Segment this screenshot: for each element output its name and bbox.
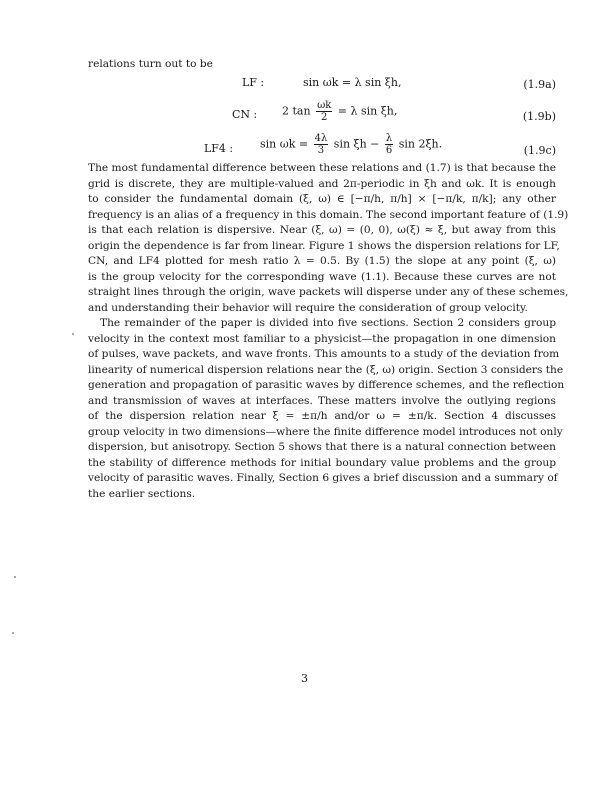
text-line: and understanding their behavior will require the consideration of group velocity.: [88, 301, 528, 314]
numerator: λ: [385, 133, 393, 144]
eq-body: [282, 100, 397, 123]
text-line: grid is discrete, they are multiple-valued and 2π-periodic in ξh and ωk. It is enough: [88, 177, 556, 190]
eq-body: [260, 133, 442, 156]
text-line: The most fundamental difference between these relations and (1.7) is that because the: [88, 162, 556, 174]
fraction: [316, 100, 332, 123]
text-line: of pulses, wave packets, and wave fronts. This amounts to a study of the deviation from: [88, 348, 560, 360]
text-line: is the group velocity for the corresponding wave (1.1). Because these curves are not: [88, 270, 556, 283]
fraction-1: [314, 133, 329, 156]
text-line: the stability of difference methods for initial boundary value problems and the group: [88, 456, 556, 469]
text-line: is that each relation is dispersive. Near (ξ, ω) = (0, 0), ω(ξ) ≈ ξ, but away from this: [88, 224, 556, 236]
scan-mark: [72, 333, 74, 335]
eq-label: LF :: [242, 76, 265, 89]
numerator: ωk: [317, 100, 332, 111]
text-line: group velocity in two dimensions—where the finite difference model introduces not only: [88, 425, 563, 438]
text-line: velocity in the context most familiar to a physicist—the propagation in one dimension: [88, 332, 556, 345]
text-line: to consider the fundamental domain (ξ, ω) ∈ [−π/h, π/h] × [−π/k, π/k]; any other: [88, 193, 556, 205]
fraction-2: [385, 133, 393, 156]
eq-mid: sin ξh −: [333, 137, 380, 151]
eq-number: (1.9c): [523, 144, 556, 157]
text-line: linearity of numerical dispersion relations near the (ξ, ω) origin. Section 3 considers the: [88, 363, 564, 376]
text-line: generation and propagation of parasitic waves by difference schemes, and the reflection: [88, 379, 565, 391]
text-line: of the dispersion relation near ξ = ±π/h and/or ω = ±π/k. Section 4 discusses: [88, 410, 556, 422]
denominator: 3: [317, 145, 325, 156]
text-line: origin the dependence is far from linear. Figure 1 shows the dispersion relations for LF,: [88, 239, 560, 252]
text-line: straight lines through the origin, wave packets will disperse under any of these schemes,: [88, 286, 569, 298]
eq-pre: sin ωk =: [260, 137, 309, 151]
eq-post: sin 2ξh.: [398, 137, 443, 151]
eq-number: (1.9b): [522, 110, 556, 123]
denominator: 6: [385, 145, 393, 156]
text-line: and transmission of waves at interfaces. These matters involve the outlying regions: [88, 394, 556, 407]
text-line: The remainder of the paper is divided into five sections. Section 2 considers group: [100, 317, 556, 329]
scan-mark: [14, 576, 16, 578]
eq-body: sin ωk = λ sin ξh,: [303, 76, 402, 89]
eq-post: = λ sin ξh,: [337, 104, 398, 118]
numerator: 4λ: [314, 133, 328, 144]
eq-number: (1.9a): [523, 78, 556, 91]
scan-mark: [12, 632, 14, 634]
eq-label: CN :: [232, 108, 258, 121]
intro-text: relations turn out to be: [88, 58, 213, 70]
text-line: the earlier sections.: [88, 487, 196, 500]
text-line: velocity of parasitic waves. Finally, Section 6 gives a brief discussion and a summary of: [88, 472, 558, 484]
text-line: frequency is an alias of a frequency in this domain. The second important feature of (1.9): [88, 208, 569, 221]
page-number: 3: [301, 672, 308, 685]
text-line: CN, and LF4 plotted for mesh ratio λ = 0.5. By (1.5) the slope at any point (ξ, ω): [88, 255, 556, 267]
text-line: dispersion, but anisotropy. Section 5 shows that there is a natural connection between: [88, 441, 556, 453]
eq-pre: 2 tan: [282, 104, 311, 118]
denominator: 2: [320, 112, 328, 123]
eq-label: LF4 :: [204, 142, 234, 155]
